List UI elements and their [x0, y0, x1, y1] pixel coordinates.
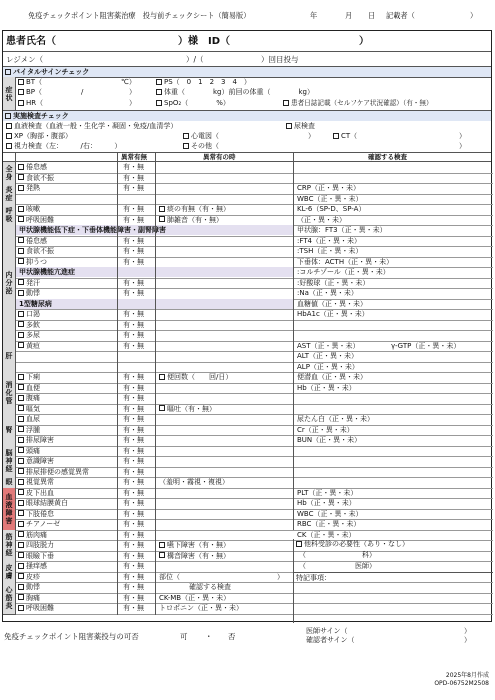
yes-no-choice[interactable]: 有・無: [123, 320, 144, 329]
when-trop: [159, 604, 243, 613]
checkbox[interactable]: [18, 542, 24, 548]
decision-ng: 否: [228, 632, 236, 641]
item-sweat: [18, 279, 40, 288]
item-label: 皮疹: [26, 572, 40, 581]
test-hb2: Hb（正・異・未）: [297, 499, 356, 507]
checkbox[interactable]: [18, 164, 24, 170]
decision-label: 免疫チェックポイント阻害薬投与の可否: [4, 632, 139, 641]
item-label: 皮下出血: [26, 488, 54, 497]
item-label: 下痢: [26, 373, 40, 381]
regimen-mid: ）/（: [186, 55, 204, 64]
checkbox[interactable]: [18, 384, 24, 390]
item-thyroid_low: [19, 226, 166, 235]
checkbox[interactable]: [18, 594, 24, 600]
bt-unit: ℃）: [121, 78, 136, 86]
exam-visual: 視力検査（左： /右： ）: [14, 142, 122, 150]
yes-no-choice[interactable]: 有・無: [123, 425, 144, 434]
test-cort: :コルチゾール（正・異・未）: [297, 268, 390, 276]
checkbox[interactable]: [18, 510, 24, 516]
yes-no-choice[interactable]: 有・無: [123, 488, 144, 497]
test-wbc: WBC（正・異・未）: [297, 194, 363, 203]
publish-info: [434, 672, 489, 687]
category-label-kidney: 腎: [5, 425, 13, 434]
yes-no-choice[interactable]: 有・無: [123, 278, 144, 287]
yes-no-choice[interactable]: 有・無: [123, 331, 144, 339]
test-hba1c: HbA1c（正・異・未）: [297, 310, 369, 318]
item-dysuria: [18, 436, 54, 445]
when-label: CK-MB（正・異・未）: [159, 593, 231, 602]
item-label: 浮腫: [26, 425, 40, 434]
checkbox[interactable]: [159, 405, 165, 411]
checkbox[interactable]: [159, 542, 165, 548]
yes-no-choice[interactable]: 有・無: [123, 499, 144, 507]
test-kl6: KL-6（SP-D、SP-A）: [297, 205, 366, 213]
item-label: 食欲不振: [26, 247, 54, 255]
checkbox[interactable]: [18, 584, 24, 590]
yes-no-choice[interactable]: 有・無: [123, 236, 144, 245]
part-end: ）: [277, 572, 284, 581]
item-ptosis: [18, 552, 54, 561]
item-dysp2: [18, 604, 54, 613]
category-label-liver: 肝: [5, 352, 13, 361]
patient-name-label: 患者氏名（: [6, 36, 56, 47]
item-itch: [18, 562, 47, 571]
category-label-general: 全身: [5, 164, 13, 181]
category-label-endo: 内分泌: [5, 270, 13, 295]
item-label: 呼吸困難: [26, 215, 54, 224]
when-swallow: [159, 541, 230, 550]
test-ft4: :FT4（正・異・未）: [297, 236, 361, 245]
test-ggt: γ-GTP（正・異・未）: [391, 341, 461, 350]
checkbox[interactable]: [18, 237, 24, 243]
test-crp: CRP（正・異・未）: [297, 184, 360, 192]
item-fatigue2: [18, 237, 47, 246]
item-anorexia: [18, 174, 54, 183]
checkbox[interactable]: [18, 185, 24, 191]
item-label: 発熱: [26, 184, 40, 192]
item-melena: [18, 384, 40, 393]
when-label: 構音障害（有・無）: [167, 551, 230, 560]
test-tsh: :TSH（正・異・未）: [297, 247, 363, 255]
item-dm: [19, 300, 52, 309]
test-occult: 便潜血（正・異・未）: [297, 373, 367, 381]
when-part: [159, 573, 180, 582]
item-polyuria: [18, 331, 40, 340]
item-anorexia2: [18, 247, 54, 256]
checkbox[interactable]: [18, 605, 24, 611]
exam-other: その他（: [191, 142, 219, 150]
when-label: 嘔吐（有・無）: [167, 404, 216, 413]
subheader-dm: [15, 299, 293, 309]
yes-no-choice[interactable]: 有・無: [123, 404, 144, 413]
item-weakness: [18, 541, 54, 550]
checkbox[interactable]: [18, 489, 24, 495]
yes-no-choice[interactable]: 有・無: [123, 373, 144, 381]
yes-no-choice[interactable]: 有・無: [123, 467, 144, 476]
item-label: 眼瞼下垂: [26, 551, 54, 560]
yes-no-choice[interactable]: 有・無: [123, 572, 144, 581]
checkbox[interactable]: [18, 290, 24, 296]
publish-code: OPD-06752M2508: [434, 679, 489, 687]
checkbox[interactable]: [18, 258, 24, 264]
item-label: 倦怠感: [26, 236, 47, 245]
exam-xp: XP（胸部・腹部）: [14, 132, 73, 140]
yes-no-choice[interactable]: 有・無: [123, 289, 144, 297]
bp-sep: /: [81, 88, 84, 96]
consult-need: 他科受診の必要性（あり・なし）: [304, 540, 409, 548]
category-label-resp: 呼吸: [5, 206, 13, 223]
checkbox[interactable]: [18, 552, 24, 558]
test-alt: ALT（正・異・未）: [297, 352, 359, 360]
symptom-category-label: 症状: [5, 85, 13, 102]
check-sheet: [2, 30, 492, 622]
yes-no-choice[interactable]: 有・無: [123, 415, 144, 423]
item-depress: [18, 258, 47, 267]
checkbox[interactable]: [18, 342, 24, 348]
exam-section-header: [3, 111, 491, 121]
checker-sign: 確認者サイン（: [306, 636, 355, 644]
checkbox[interactable]: [18, 321, 24, 327]
consult-dept: （ 科）: [299, 551, 376, 559]
item-label: 甲状腺機能亢進症: [19, 268, 75, 276]
yes-no-choice[interactable]: 有・無: [123, 604, 144, 612]
when-ck_check: [189, 583, 231, 592]
yes-no-choice[interactable]: 有・無: [123, 478, 144, 486]
checkbox[interactable]: [159, 374, 165, 380]
checkbox[interactable]: [18, 248, 24, 254]
yes-no-choice[interactable]: 有・無: [123, 394, 144, 402]
item-rash: [18, 573, 40, 582]
item-label: 腹痛: [26, 394, 40, 402]
item-label: 血便: [26, 383, 40, 392]
yes-no-choice[interactable]: 有・無: [123, 257, 144, 266]
exam-urine: 尿検査: [294, 122, 315, 130]
item-label: 筋肉痛: [26, 530, 47, 539]
exam-ct-end: ）: [459, 132, 466, 140]
yes-no-choice[interactable]: 有・無: [123, 541, 144, 549]
item-chest: [18, 594, 40, 603]
test-ck: CK（正・異・未）: [297, 530, 356, 539]
checkbox[interactable]: [18, 521, 24, 527]
item-thirst: [18, 310, 40, 319]
checkbox[interactable]: [18, 500, 24, 506]
item-label: 排尿排便の感覚異常: [26, 467, 89, 476]
item-label: 口渇: [26, 310, 40, 318]
item-label: 動悸: [26, 289, 40, 297]
test-up: 尿たん白（正・異・未）: [297, 415, 374, 423]
exam-ecg-end: ）: [308, 132, 315, 140]
yes-no-choice[interactable]: 有・無: [123, 205, 144, 213]
checkbox[interactable]: [18, 468, 24, 474]
exam-ecg: 心電図（: [191, 132, 219, 140]
yes-no-choice[interactable]: 有・無: [123, 184, 144, 192]
item-diarrhea: [18, 373, 40, 382]
item-edema: [18, 426, 40, 435]
yes-no-choice[interactable]: 有・無: [123, 436, 144, 444]
when-label: 嚥下障害（有・無）: [167, 541, 230, 549]
item-petechiae: [18, 489, 54, 498]
checkbox[interactable]: [159, 552, 165, 558]
checkbox[interactable]: [18, 374, 24, 380]
exam-title: 実施検査チェック: [13, 112, 69, 120]
diary-label: 患者日誌記載（セルフケア状況確認）（有・無）: [291, 99, 433, 107]
when-sputum: [159, 205, 230, 214]
ps-label: PS（ 0 1 2 3 4 ）: [164, 78, 251, 86]
yes-no-choice[interactable]: 有・無: [123, 520, 144, 528]
item-nausea: [18, 405, 40, 414]
yes-no-choice[interactable]: 有・無: [123, 247, 144, 255]
test-kl6b: （正・異・未）: [297, 215, 346, 224]
vital-section-header: [3, 67, 491, 77]
test-rbc: RBC（正・異・未）: [297, 520, 361, 528]
item-label: 多尿: [26, 331, 40, 339]
checkbox[interactable]: [159, 216, 165, 222]
exam-blood: 血液検査（血液一般・生化学・凝固・免疫/血清学）: [14, 122, 178, 130]
doctor-sign: 医師サイン（: [306, 627, 348, 635]
checkbox[interactable]: [18, 311, 24, 317]
test-alp: ALP（正・異・未）: [297, 362, 359, 371]
category-label-neuro: 筋神経: [5, 533, 13, 558]
checkbox[interactable]: [18, 458, 24, 464]
item-polydip: [18, 321, 40, 330]
category-label-blood: 血液障害: [5, 492, 13, 525]
category-label-gi: 消化管: [5, 381, 13, 405]
item-headache: [18, 447, 40, 456]
item-label: 倦怠感: [26, 163, 47, 171]
yes-no-choice[interactable]: 有・無: [123, 341, 144, 350]
checkbox[interactable]: [18, 395, 24, 401]
checkbox[interactable]: [18, 279, 24, 285]
patient-id-label: ID（: [208, 36, 231, 47]
vital-title: バイタルサインチェック: [13, 68, 90, 76]
col-check: 確認する検査: [368, 153, 407, 161]
yes-no-choice[interactable]: 有・無: [123, 457, 144, 465]
when-vision_opts: [159, 478, 229, 487]
special-notes: 特記事項：: [296, 574, 331, 582]
when-label: トロポニン（正・異・未）: [159, 604, 243, 612]
yes-no-choice[interactable]: 有・無: [123, 310, 144, 318]
item-thyroid_high: [19, 268, 75, 277]
yes-no-choice[interactable]: 有・無: [123, 509, 144, 518]
checkbox[interactable]: [18, 216, 24, 222]
when-label: 部位（: [159, 572, 180, 581]
when-stool: [159, 373, 232, 382]
test-plt: PLT（正・異・未）: [297, 488, 358, 497]
exam-other-end: ）: [459, 142, 466, 150]
yes-no-choice[interactable]: 有・無: [123, 551, 144, 560]
item-cyanosis: [18, 520, 60, 529]
when-vomit: [159, 405, 216, 414]
item-label: 胸痛: [26, 593, 40, 602]
item-label: 発汗: [26, 278, 40, 287]
item-conj: [18, 499, 68, 508]
item-palp2: [18, 583, 40, 592]
item-label: 咳嗽: [26, 205, 40, 213]
when-breath: [159, 552, 230, 561]
when-label: 便回数（ 回/日）: [167, 373, 233, 381]
item-label: 四肢脱力: [26, 541, 54, 549]
item-vision: [18, 478, 54, 487]
test-ast: AST（正・異・未）: [297, 341, 360, 350]
category-label-eye: 眼: [5, 478, 13, 487]
when-ckmb: [159, 594, 230, 603]
item-label: 掻痒感: [26, 562, 47, 570]
checker-sign-end: ）: [464, 636, 471, 644]
yes-no-choice[interactable]: 有・無: [123, 215, 144, 224]
bp-end: ）: [129, 88, 136, 96]
item-muscle: [18, 531, 47, 540]
category-label-skin: 皮膚: [5, 563, 13, 580]
item-fever: [18, 184, 40, 193]
checkbox[interactable]: [18, 531, 24, 537]
patient-id-end: ）: [359, 36, 369, 47]
item-label: 動悸: [26, 583, 40, 591]
exam-ct: CT（: [341, 132, 358, 140]
checkbox[interactable]: [18, 405, 24, 411]
item-cough: [18, 205, 40, 214]
item-conscious: [18, 457, 54, 466]
item-label: 多飲: [26, 320, 40, 329]
checkbox[interactable]: [18, 573, 24, 579]
consult-doctor: （ 医師）: [299, 562, 376, 570]
year-label: 年: [310, 11, 318, 20]
item-abd_pain: [18, 394, 40, 403]
sheet-title: 免疫チェックポイント阻害薬治療 投与前チェックシート（簡易版）: [28, 11, 251, 20]
test-glu: 血糖値（正・異・未）: [297, 299, 367, 308]
col-presence: 異常有無: [121, 153, 147, 161]
yes-no-choice[interactable]: 有・無: [123, 593, 144, 602]
checkbox[interactable]: [18, 206, 24, 212]
checkbox[interactable]: [18, 563, 24, 569]
bp-label: BP（: [26, 88, 43, 96]
checkbox[interactable]: [18, 447, 24, 453]
item-label: 呼吸困難: [26, 604, 54, 612]
publish-date: 2025年8月作成: [445, 672, 489, 679]
item-jaundice: [18, 342, 40, 351]
item-label: 抑うつ: [26, 257, 47, 266]
when-label: 確認する検査: [189, 583, 231, 591]
checkbox[interactable]: [159, 206, 165, 212]
checkbox[interactable]: [18, 437, 24, 443]
item-label: 食欲不振: [26, 173, 54, 182]
writer-label: 記載者（: [386, 11, 415, 20]
item-label: 意識障害: [26, 457, 54, 465]
item-label: チアノーゼ: [26, 520, 61, 528]
item-hematuria: [18, 415, 40, 424]
weight-label: 体重（ kg）前回の体重（ kg）: [164, 88, 314, 96]
spo2-label: SpO₂（ %）: [164, 99, 230, 107]
checkbox[interactable]: [18, 426, 24, 432]
checkbox[interactable]: [18, 416, 24, 422]
item-label: 排尿障害: [26, 436, 54, 444]
test-acid: :好酸球（正・異・未）: [297, 278, 370, 287]
test-bun: BUN（正・異・未）: [297, 436, 362, 444]
item-label: 下肢倦怠: [26, 509, 54, 518]
hr-end: ）: [129, 99, 136, 107]
yes-no-choice[interactable]: 有・無: [123, 383, 144, 392]
sheet-header: [18, 7, 488, 25]
category-label-brain: 脳神経: [5, 449, 13, 474]
item-leg_fatigue: [18, 510, 54, 519]
decision-sep: ・: [205, 632, 213, 641]
yes-no-choice[interactable]: 有・無: [123, 583, 144, 591]
patient-name-end: ）様: [178, 36, 198, 47]
when-crackle: [159, 216, 223, 225]
yes-no-choice[interactable]: 有・無: [123, 530, 144, 539]
doctor-sign-end: ）: [464, 627, 471, 635]
item-label: 嘔気: [26, 404, 40, 413]
decision-ok: 可: [180, 632, 188, 641]
month-label: 月: [345, 11, 353, 20]
col-when: 異常有の時: [203, 153, 236, 161]
test-na: :Na（正・異・未）: [297, 289, 358, 297]
yes-no-choice[interactable]: 有・無: [123, 163, 144, 171]
item-label: 1型糖尿病: [19, 299, 52, 308]
item-palp: [18, 289, 40, 298]
checkbox[interactable]: [18, 332, 24, 338]
item-label: 黄疸: [26, 341, 40, 350]
hr-label: HR（: [26, 99, 44, 107]
when-label: （羞明・霧視・複視）: [159, 478, 229, 486]
yes-no-choice[interactable]: 有・無: [123, 173, 144, 182]
yes-no-choice[interactable]: 有・無: [123, 562, 144, 570]
item-dyspnea: [18, 216, 54, 225]
category-label-inflam: 炎症: [5, 185, 13, 202]
item-fatigue: [18, 163, 47, 172]
regimen-label: レジメン（: [6, 55, 44, 64]
checkbox[interactable]: [18, 174, 24, 180]
when-label: 肺雑音（有・無）: [167, 215, 223, 224]
test-cr: Cr（正・異・未）: [297, 425, 354, 434]
item-urine_sense: [18, 468, 89, 477]
test-hb: Hb（正・異・未）: [297, 383, 356, 392]
item-label: 頭痛: [26, 446, 40, 455]
test-ft3: 甲状腺：FT3（正・異・未）: [297, 226, 387, 234]
category-label-cardio: 心筋炎: [5, 585, 13, 610]
when-label: 痰の有無（有・無）: [167, 205, 230, 213]
item-label: 血尿: [26, 415, 40, 423]
item-label: 眼球結膜黄白: [26, 499, 68, 507]
test-wbc2: WBC（正・異・未）: [297, 509, 363, 518]
checkbox[interactable]: [18, 479, 24, 485]
yes-no-choice[interactable]: 有・無: [123, 446, 144, 455]
bt-label: BT（: [26, 78, 43, 86]
writer-label-end: ）: [470, 11, 478, 20]
test-acth: 下垂体：ACTH（正・異・未）: [297, 257, 394, 266]
item-label: 視覚異常: [26, 478, 54, 486]
item-label: 甲状腺機能低下症・下垂体機能障害・副腎障害: [19, 226, 166, 234]
day-label: 日: [368, 11, 376, 20]
regimen-end: ）回目投与: [261, 55, 299, 64]
